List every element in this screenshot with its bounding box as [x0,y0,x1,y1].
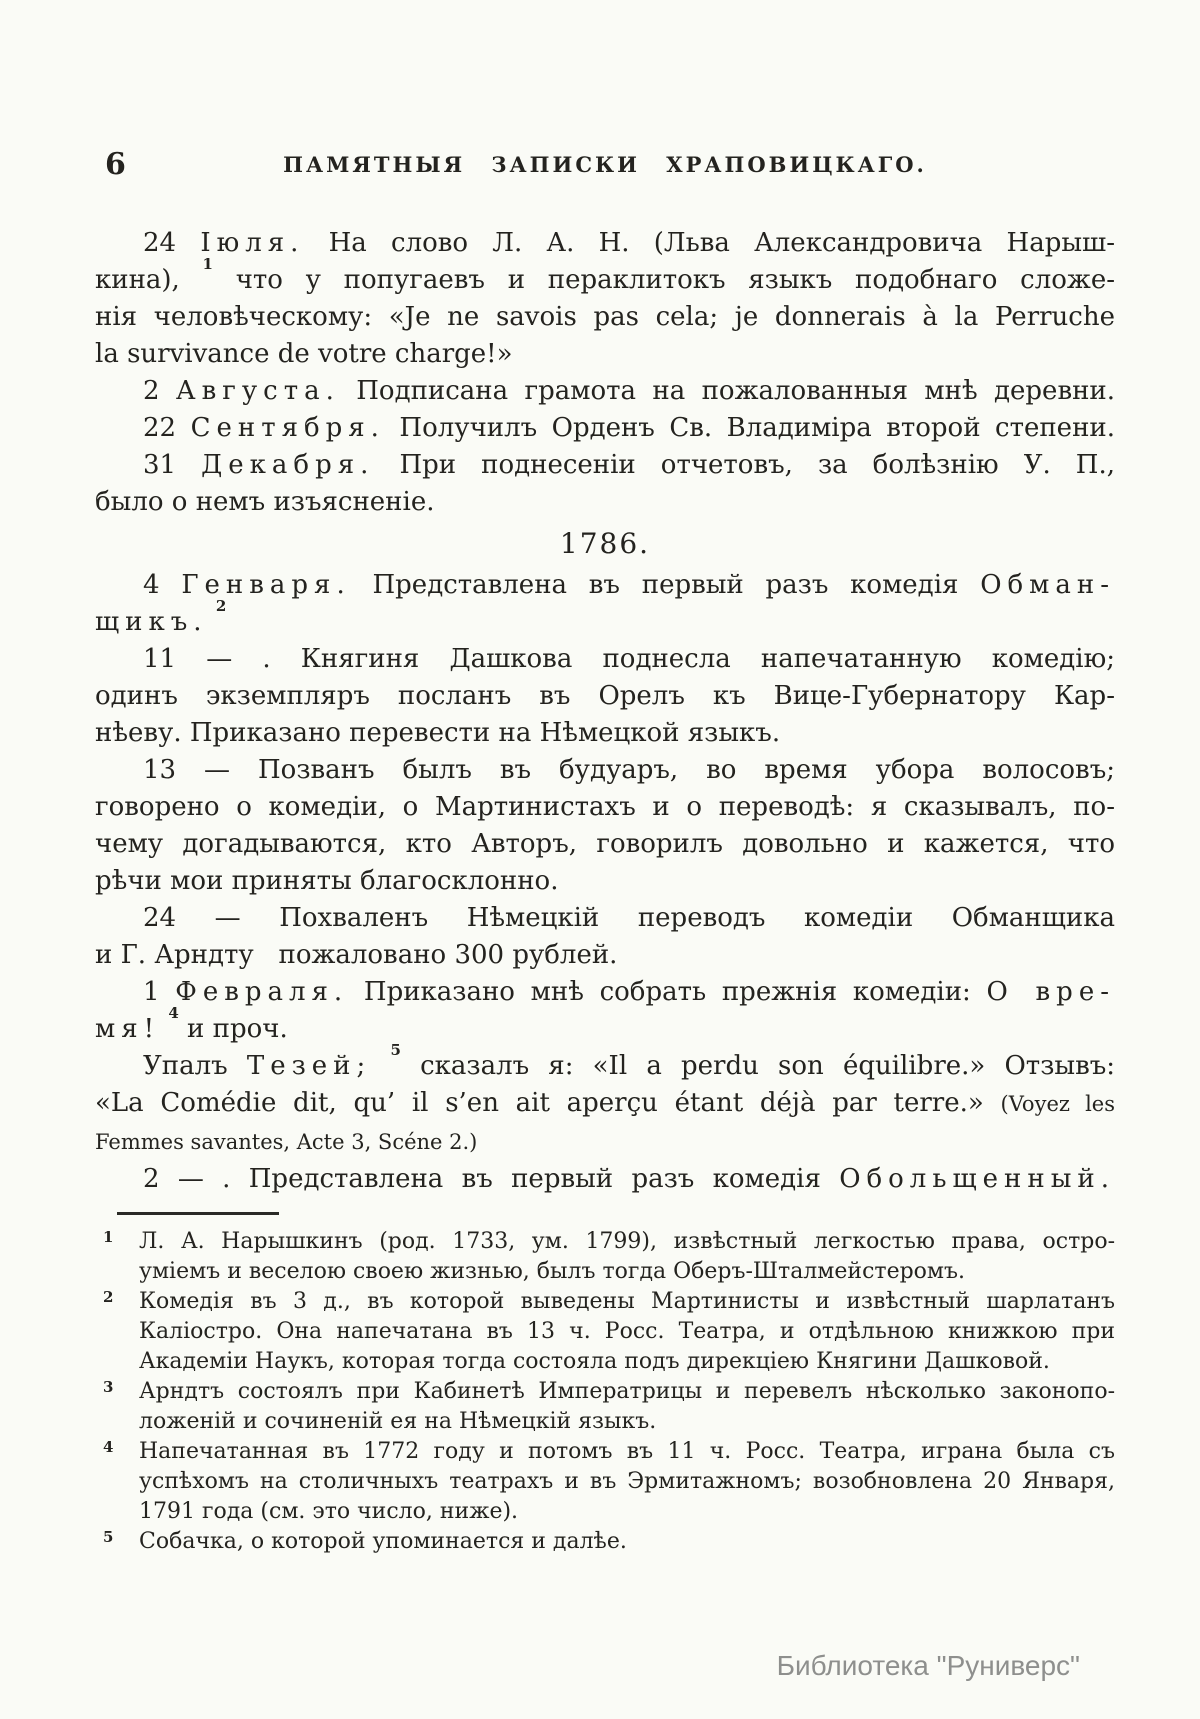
text-line: чему догадываются, кто Авторъ, говорилъ довольно и кажется, что [95,829,1115,859]
text-line: 31 Декабря. При поднесеніи отчетовъ, за болѣзнію У. П., [143,450,1115,480]
text-line: говорено о комедіи, о Мартинистахъ и о переводѣ: я сказывалъ, по- [95,792,1115,822]
footnote: 4 Напечатанная въ 1772 году и потомъ въ 11 ч. Росс. Театра, играна была съ успѣхомъ на столичныхъ театрахъ и въ Эрмитажномъ; возобновлена 20 Января, 1791 года (см. это число, ниже). [95,1437,1115,1527]
paragraph [95,641,1115,752]
paragraph [95,974,1115,1048]
footnote-line: Арндтъ состоялъ при Кабинетѣ Императрицы и перевелъ нѣсколько законопо- [139,1379,1115,1404]
text-line: la survivance de votre charge!» [95,339,513,369]
text-line: 13 — Позванъ былъ въ будуаръ, во время убора волосовъ; [143,755,1115,785]
text-line: 1 Февраля. Приказано мнѣ собрать прежнія комедіи: О вре- [143,977,1115,1007]
text-line: 2 — . Представлена въ первый разъ комедія Обольщенный. [143,1164,1115,1194]
footnote-line: Каліостро. Она напечатана въ 13 ч. Росс. Театра, и отдѣльною книжкою при [139,1319,1115,1344]
text-line: 11 — . Княгиня Дашкова поднесла напечатанную комедію; [143,644,1115,674]
footnote-line: ложеній и сочиненій ея на Нѣмецкій языкъ. [139,1409,657,1434]
text-line: мя! $^4$ и проч. [95,1004,288,1044]
paragraph [95,1041,1116,1161]
paragraph [95,410,1115,447]
text-line: 24 — Похваленъ Нѣмецкій переводъ комедіи Обманщика [143,903,1115,933]
footnote: 2 Комедія въ 3 д., въ которой выведены Мартинисты и извѣстный шарлатанъ Каліостро. Она напечатана въ 13 ч. Росс. Театра, и отдѣльною книжкою при Академіи Наукъ, которая тогда состояла подъ дирекціею Княгини Дашковой. [95,1287,1115,1377]
text-line: кина), $^1$ что у попугаевъ и пераклитокъ языкъ подобнаго сложе- [95,255,1115,295]
text-line: 24 Іюля. На слово Л. А. Н. (Льва Александровича Нарыш- [143,228,1115,258]
page-number: 6 [105,147,126,182]
page-header [95,147,1115,182]
footnote-reference: 2 [215,597,227,616]
text-line: 4 Генваря. Представлена въ первый разъ комедія Обман- [143,570,1115,600]
text-line: было о немъ изъясненіе. [95,487,435,517]
footnote-line: Академіи Наукъ, которая тогда состояла подъ дирекціею Княгини Дашковой. [139,1349,1050,1374]
footnote-line: Напечатанная въ 1772 году и потомъ въ 11 ч. Росс. Театра, играна была съ [139,1439,1115,1464]
text-line: Femmes savantes, Acte 3, Scéne 2.) [95,1130,478,1154]
running-title: ПАМЯТНЫЯ ЗАПИСКИ ХРАПОВИЦКАГО. [283,152,927,177]
footnote: 1 Л. А. Нарышкинъ (род. 1733, ум. 1799), извѣстный легкостью права, остро- уміемъ и веселою своею жизнью, былъ тогда Оберъ-Шталмейстеромъ. [95,1227,1115,1287]
text-line: Упалъ Тезей; $^5$ сказалъ я: «Il a perdu son équilibre.» Отзывъ: [143,1041,1116,1081]
footnote-reference: 5 [390,1041,401,1060]
paragraph [95,900,1115,974]
footnote-line: уміемъ и веселою своею жизнью, былъ тогда Оберъ-Шталмейстеромъ. [139,1259,966,1284]
text-line: нія человѣческому: «Je ne savois pas cela; je donnerais à la Perruche [95,302,1115,332]
footnote-line: Комедія въ 3 д., въ которой выведены Мартинисты и извѣстный шарлатанъ [139,1289,1115,1314]
footnote-reference: 4 [168,1004,179,1023]
watermark: Библиотека "Руниверс" [776,1650,1080,1681]
body-text [95,225,1115,1198]
text-line: щикъ. $^2$ [95,597,227,637]
paragraph [95,225,1115,373]
footnotes [95,1227,1115,1557]
footnote-line: Л. А. Нарышкинъ (род. 1733, ум. 1799), извѣстный легкостью права, остро- [139,1229,1115,1254]
footnote: 5 Собачка, о которой упоминается и далѣе. [95,1527,1115,1557]
paragraph [95,447,1115,521]
year-heading: 1786. [559,527,651,560]
footnote: 3 Арндтъ состоялъ при Кабинетѣ Императрицы и перевелъ нѣсколько законопо- ложеній и сочиненій ея на Нѣмецкій языкъ. [95,1377,1115,1437]
text-line: «La Comédie dit, qu’ il s’en ait aperçu étant déjà par terre.» (Voyez les [95,1088,1115,1118]
paragraph [95,1161,1115,1198]
footnote-line: успѣхомъ на столичныхъ театрахъ и въ Эрмитажномъ; возобновлена 20 Января, [139,1469,1115,1494]
text-line: одинъ экземпляръ посланъ въ Орелъ къ Вице-Губернатору Кар- [95,681,1115,711]
paragraph [95,567,1115,641]
footnote-separator [117,1212,279,1215]
text-line: 22 Сентября. Получилъ Орденъ Св. Владиміра второй степени. [143,413,1115,443]
footnote-line: 1791 года (см. это число, ниже). [139,1499,519,1524]
footnote-line: Собачка, о которой упоминается и далѣе. [139,1529,627,1554]
text-line: нѣеву. Приказано перевести на Нѣмецкой языкъ. [95,718,781,748]
footnote-reference: 1 [202,255,213,274]
paragraph [95,752,1115,900]
page-content [95,147,1116,1557]
text-line: 2 Августа. Подписана грамота на пожалованныя мнѣ деревни. [143,376,1116,406]
paragraph [95,373,1115,410]
text-line: рѣчи мои приняты благосклонно. [95,866,559,896]
text-line: и Г. Арндту пожаловано 300 рублей. [95,940,618,970]
